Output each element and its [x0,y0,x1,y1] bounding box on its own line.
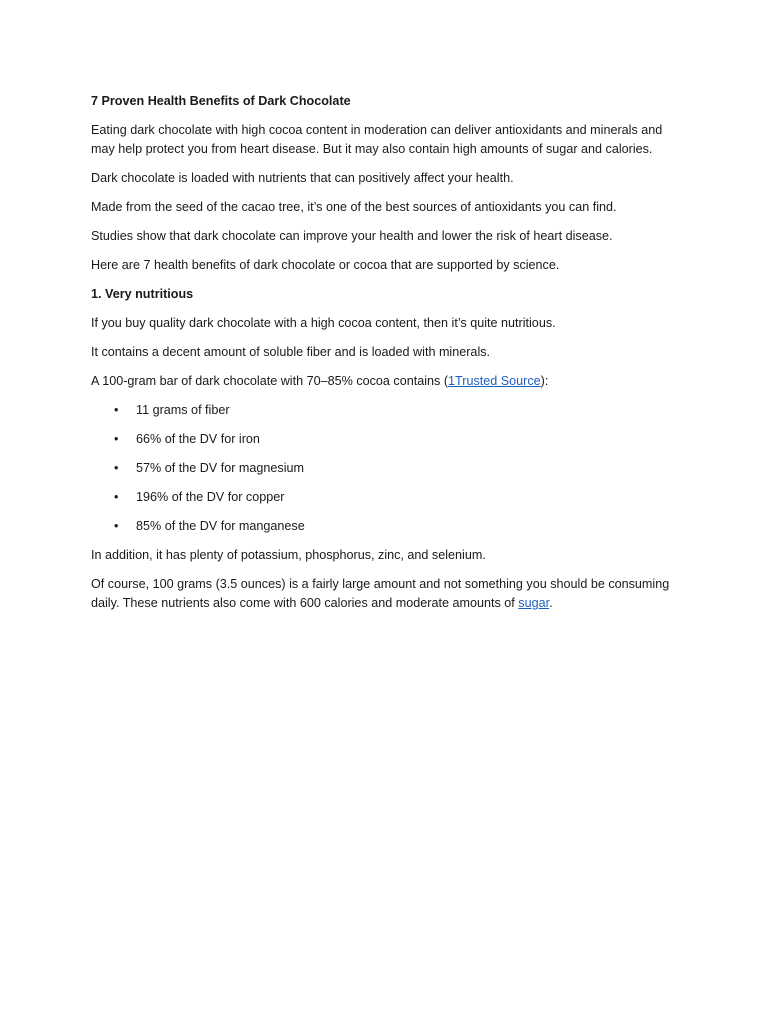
section-heading-very-nutritious: 1. Very nutritious [91,287,194,301]
paragraph-other-minerals: In addition, it has plenty of potassium, phosphorus, zinc, and selenium. [91,548,486,562]
contains-text-before: A 100-gram bar of dark chocolate with 70–85% cocoa contains ( [91,374,449,388]
list-item-text: 11 grams of fiber [136,403,230,417]
paragraph-benefits-intro: Here are 7 health benefits of dark chocolate or cocoa that are supported by science. [91,258,560,272]
paragraph-contains [91,372,681,391]
nutrient-list [91,401,681,536]
portion-text-before: Of course, 100 grams (3.5 ounces) is a fairly large amount and not something you should be consuming daily. These nutrients also come with 600 calories and moderate amounts of [91,577,670,610]
contains-text-after: ): [540,374,549,388]
paragraph-fiber-minerals: It contains a decent amount of soluble fiber and is loaded with minerals. [91,345,491,359]
paragraph-nutrients: Dark chocolate is loaded with nutrients that can positively affect your health. [91,171,514,185]
trusted-source-link[interactable]: 1Trusted Source [448,374,541,388]
bullet-icon: • [114,490,119,504]
bullet-icon: • [114,461,119,475]
document-title: 7 Proven Health Benefits of Dark Chocolate [91,94,351,108]
list-item [91,517,681,536]
list-item [91,459,681,478]
sugar-link[interactable]: sugar [518,596,550,610]
bullet-icon: • [114,432,119,446]
paragraph-quality: If you buy quality dark chocolate with a high cocoa content, then it’s quite nutritious. [91,316,556,330]
document-page [91,92,681,623]
bullet-icon: • [114,403,119,417]
list-item [91,488,681,507]
list-item [91,401,681,420]
paragraph-cacao-seed: Made from the seed of the cacao tree, it’s one of the best sources of antioxidants you can find. [91,200,617,214]
portion-text-after: . [549,596,553,610]
list-item-text: 66% of the DV for iron [136,432,260,446]
list-item-text: 57% of the DV for magnesium [136,461,304,475]
bullet-icon: • [114,519,119,533]
paragraph-studies: Studies show that dark chocolate can improve your health and lower the risk of heart disease. [91,229,613,243]
list-item-text: 85% of the DV for manganese [136,519,305,533]
paragraph-portion-warning [91,575,681,613]
intro-paragraph: Eating dark chocolate with high cocoa content in moderation can deliver antioxidants and minerals and may help protect you from heart disease. But it may also contain high amounts of sugar and calories. [91,123,663,156]
list-item-text: 196% of the DV for copper [136,490,285,504]
list-item [91,430,681,449]
